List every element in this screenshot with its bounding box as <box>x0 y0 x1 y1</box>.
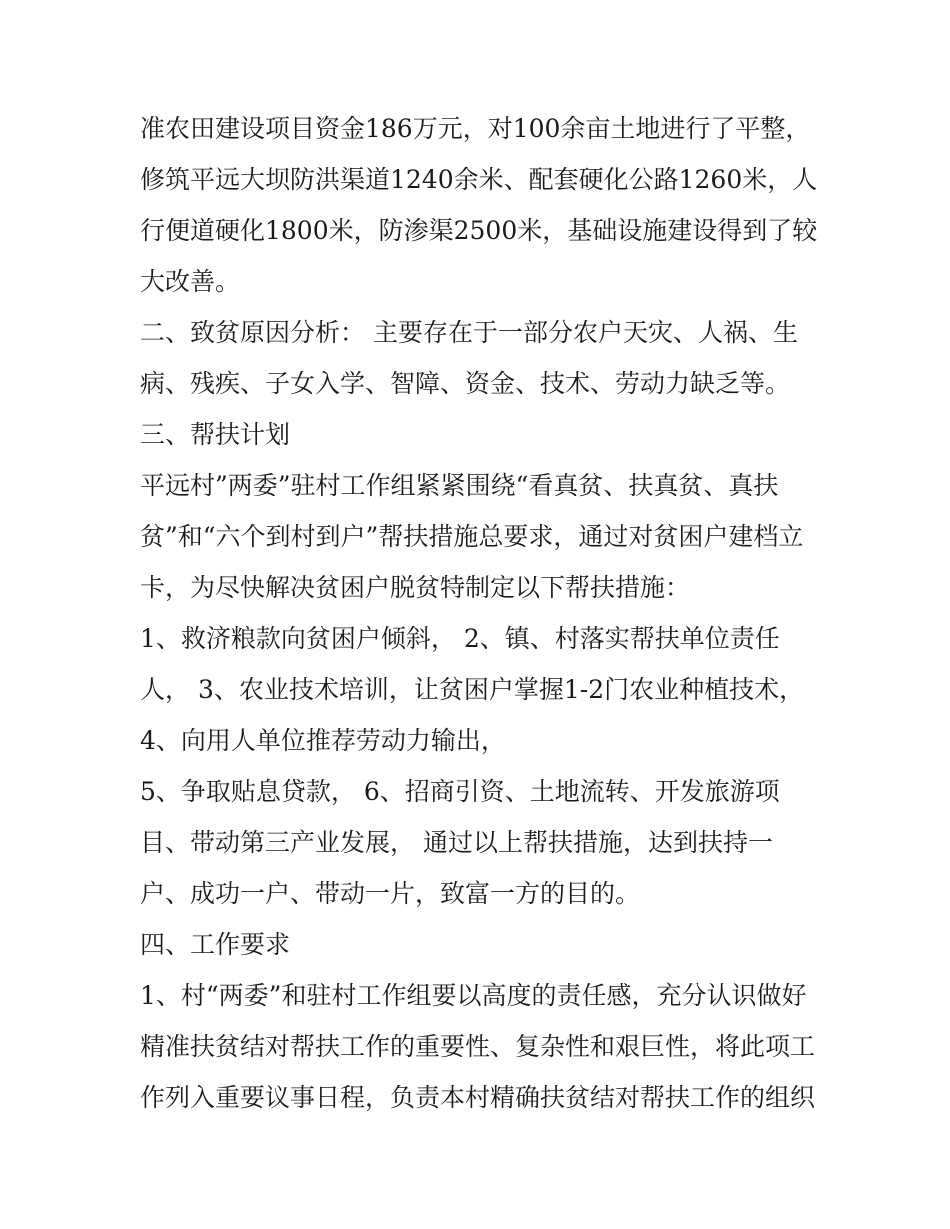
text-line: 平远村”两委”驻村工作组紧紧围绕“看真贫、扶真贫、真扶 <box>140 471 779 500</box>
text-line: 5、争取贴息贷款， 6、招商引资、土地流转、开发旅游项 <box>140 777 780 806</box>
text-line: 目、带动第三产业发展， 通过以上帮扶措施，达到扶持一 <box>140 828 773 857</box>
text-line: 卡，为尽快解决贫困户脱贫特制定以下帮扶措施： <box>140 573 691 602</box>
text-line: 大改善。 <box>140 267 241 296</box>
section-heading-line: 二、致贫原因分析： 主要存在于一部分农户天灾、人祸、生 <box>140 318 798 347</box>
text-line: 4、向用人单位推荐劳动力输出， <box>140 726 506 755</box>
text-line: 户、成功一户、带动一片，致富一方的目的。 <box>140 879 641 908</box>
text-line: 1、村“两委”和驻村工作组要以高度的责任感，充分认识做好 <box>140 981 807 1010</box>
text-line: 病、残疾、子女入学、智障、资金、技术、劳动力缺乏等。 <box>140 369 791 398</box>
text-line: 作列入重要议事日程，负责本村精确扶贫结对帮扶工作的组织 <box>140 1083 816 1112</box>
text-line: 1、救济粮款向贫困户倾斜， 2、镇、村落实帮扶单位责任 <box>140 624 780 653</box>
text-line: 人， 3、农业技术培训，让贫困户掌握1-2门农业种植技术， <box>140 675 805 704</box>
section-heading: 三、帮扶计划 <box>140 420 291 449</box>
text-line: 精准扶贫结对帮扶工作的重要性、复杂性和艰巨性，将此项工 <box>140 1032 816 1061</box>
text-line: 行便道硬化1800米，防渗渠2500米，基础设施建设得到了较 <box>140 216 818 245</box>
text-line: 贫”和“六个到村到户”帮扶措施总要求，通过对贫困户建档立 <box>140 522 804 551</box>
text-line: 准农田建设项目资金186万元，对100余亩土地进行了平整， <box>140 114 811 143</box>
text-line: 修筑平远大坝防洪渠道1240余米、配套硬化公路1260米，人 <box>140 165 818 194</box>
section-heading: 四、工作要求 <box>140 930 291 959</box>
